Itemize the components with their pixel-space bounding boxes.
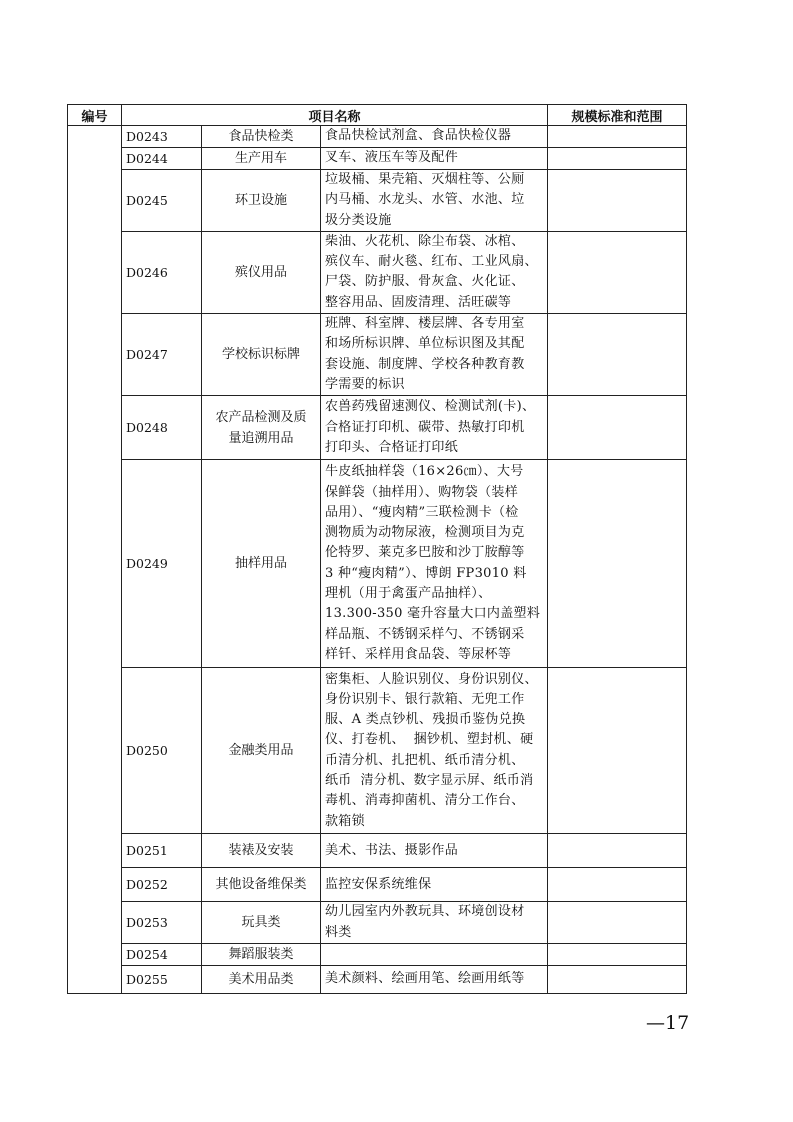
item-name: 抽样用品 [202,460,321,668]
item-name: 学校标识标牌 [202,314,321,396]
item-code: D0247 [122,314,202,396]
item-name: 殡仪用品 [202,231,321,313]
table-header-row [68,105,687,126]
scope-cell [548,148,687,170]
scope-cell [548,834,687,868]
item-description: 农兽药残留速测仪、检测试剂(卡)、 合格证打印机、碳带、热敏打印机 打印头、合格证打印纸 [321,396,548,460]
item-code: D0253 [122,902,202,944]
catalog-table [67,104,687,994]
item-code: D0245 [122,170,202,232]
item-description: 牛皮纸抽样袋（16×26㎝）、大号 保鲜袋（抽样用）、购物袋（装样 品用）、“瘦肉精”三联检测卡（检 测物质为动物尿液，检测项目为克 伦特罗、莱克多巴胺和沙丁胺醇等 3 种“瘦肉精”）、博朗 FP3010 料 理机（用于禽蛋产品抽样）、 13.300-350 毫升容量大口内盖塑料 样品瓶、不锈钢采样勺、不锈钢采 样钎、采样用食品袋、等尿杯等 [321,460,548,668]
table-row [68,668,687,834]
item-description: 垃圾桶、果壳箱、灭烟柱等、公厕 内马桶、水龙头、水管、水池、垃 圾分类设施 [321,170,548,232]
item-code: D0249 [122,460,202,668]
page-number: —17 [646,1012,690,1034]
item-code: D0246 [122,231,202,313]
item-code: D0254 [122,943,202,965]
item-description: 监控安保系统维保 [321,868,548,902]
item-code: D0244 [122,148,202,170]
item-name: 玩具类 [202,902,321,944]
item-name: 其他设备维保类 [202,868,321,902]
scope-cell [548,943,687,965]
item-description: 幼儿园室内外教玩具、环境创设材 料类 [321,902,548,944]
table-row [68,231,687,313]
scope-cell [548,314,687,396]
item-description: 班牌、科室牌、楼层牌、各专用室 和场所标识牌、单位标识图及其配 套设施、制度牌、学校各种教育教 学需要的标识 [321,314,548,396]
scope-cell [548,170,687,232]
item-description: 密集柜、人脸识别仪、身份识别仪、 身份识别卡、银行款箱、无兜工作 服、A 类点钞机、残损币鉴伪兑换 仪、打卷机、 捆钞机、塑封机、硬 币清分机、扎把机、纸币清分机、 纸币 清分机、数字显示屏、纸币消 毒机、消毒抑菌机、清分工作台、 款箱锁 [321,668,548,834]
item-name: 农产品检测及质 量追溯用品 [202,396,321,460]
table-row [68,460,687,668]
scope-cell [548,868,687,902]
table-row [68,868,687,902]
table-row [68,170,687,232]
header-item-name: 项目名称 [122,105,548,126]
item-description: 美术、书法、摄影作品 [321,834,548,868]
table-row [68,148,687,170]
item-name: 美术用品类 [202,965,321,993]
item-code: D0248 [122,396,202,460]
table-row [68,396,687,460]
item-description [321,943,548,965]
scope-cell [548,668,687,834]
table-row [68,965,687,993]
item-code: D0243 [122,126,202,148]
table-row [68,314,687,396]
item-description: 美术颜料、绘画用笔、绘画用纸等 [321,965,548,993]
item-description: 叉车、液压车等及配件 [321,148,548,170]
scope-cell [548,460,687,668]
number-column-blank-cell [68,126,122,994]
table-row [68,834,687,868]
scope-cell [548,965,687,993]
scope-cell [548,396,687,460]
item-code: D0250 [122,668,202,834]
table-row [68,943,687,965]
item-name: 金融类用品 [202,668,321,834]
scope-cell [548,126,687,148]
header-number: 编号 [68,105,122,126]
item-code: D0255 [122,965,202,993]
table-row [68,126,687,148]
item-code: D0252 [122,868,202,902]
item-description: 食品快检试剂盒、食品快检仪器 [321,126,548,148]
item-name: 舞蹈服装类 [202,943,321,965]
table-row [68,902,687,944]
item-code: D0251 [122,834,202,868]
item-name: 装裱及安装 [202,834,321,868]
item-name: 生产用车 [202,148,321,170]
item-name: 环卫设施 [202,170,321,232]
item-name: 食品快检类 [202,126,321,148]
scope-cell [548,902,687,944]
scope-cell [548,231,687,313]
header-scope: 规模标准和范围 [548,105,687,126]
item-description: 柴油、火花机、除尘布袋、冰棺、 殡仪车、耐火毯、红布、工业风扇、 尸袋、防护服、骨灰盒、火化证、 整容用品、固废清理、活旺碳等 [321,231,548,313]
